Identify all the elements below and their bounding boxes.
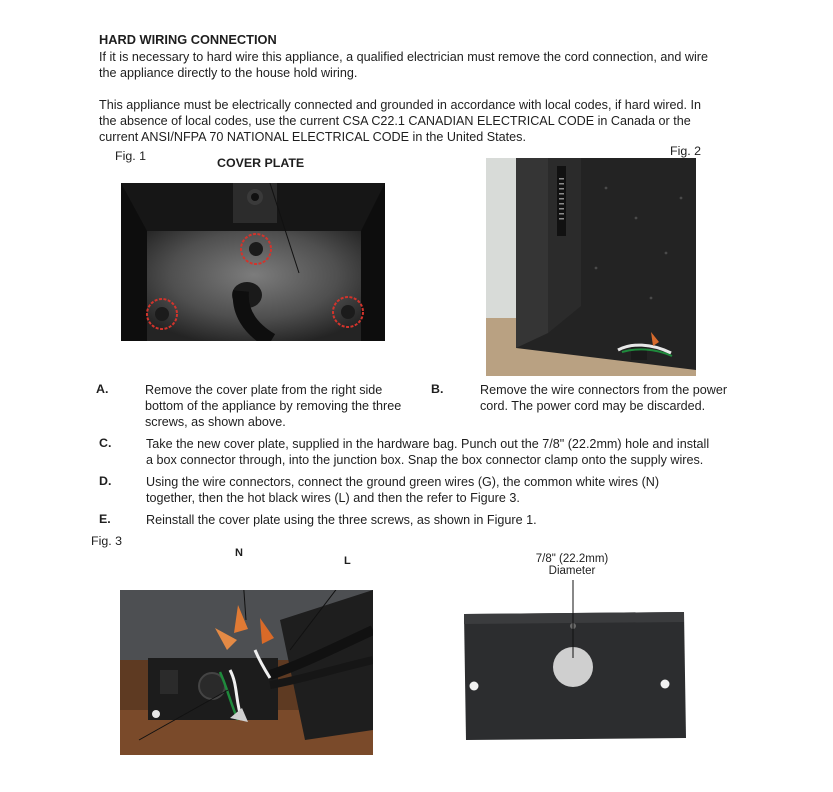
fig1-callout-cover-plate: COVER PLATE — [217, 156, 305, 170]
step-b-letter: B. — [431, 382, 444, 396]
step-a-letter: A. — [96, 382, 109, 396]
step-a-line-2: bottom of the appliance by removing the three — [145, 399, 402, 413]
fig1-label: Fig. 1 — [115, 149, 146, 163]
step-b-line-1: Remove the wire connectors from the power — [480, 383, 728, 397]
step-c-line-1: Take the new cover plate, supplied in the hardware bag. Punch out the 7/8" (22.2mm) hole and install — [146, 437, 710, 451]
fig3-callout-l: L — [344, 555, 351, 567]
step-d-letter: D. — [99, 474, 112, 488]
step-e-letter: E. — [99, 512, 111, 526]
step-a-line-1: Remove the cover plate from the right side — [145, 383, 383, 397]
fig2-appliance-side-photo — [486, 158, 696, 376]
step-c-line-2: a box connector through, into the junction box. Snap the box connector clamp onto the supply wires. — [146, 453, 704, 467]
fig3-cover-plate-photo — [462, 580, 688, 740]
step-d-line-1: Using the wire connectors, connect the ground green wires (G), the common white wires (N) — [146, 475, 660, 489]
step-d-line-2: together, then the hot black wires (L) and then the refer to Figure 3. — [146, 491, 520, 505]
step-a-line-3: screws, as shown above. — [145, 415, 286, 429]
codes-line-3: current ANSI/NFPA 70 NATIONAL ELECTRICAL CODE in the United States. — [99, 130, 526, 144]
plate-callout-diameter — [535, 553, 609, 577]
intro-line-1: If it is necessary to hard wire this appliance, a qualified electrician must remove the cord connection, and wire — [99, 50, 709, 64]
fig3-label: Fig. 3 — [91, 534, 122, 548]
intro-line-2: the appliance directly to the house hold wiring. — [99, 66, 358, 80]
fig3-callout-n: N — [235, 547, 243, 559]
step-c-letter: C. — [99, 436, 112, 450]
plate-callout-line-2: Diameter — [548, 565, 596, 577]
codes-line-1: This appliance must be electrically connected and grounded in accordance with local codes, if hard wired. In — [99, 98, 702, 112]
fig3-wiring-photo — [120, 590, 373, 755]
step-b-line-2: cord. The power cord may be discarded. — [480, 399, 706, 413]
section-title: HARD WIRING CONNECTION — [99, 32, 277, 47]
fig2-label: Fig. 2 — [670, 144, 701, 158]
plate-callout-line-1: 7/8" (22.2mm) — [535, 553, 609, 565]
step-e-line-1: Reinstall the cover plate using the three screws, as shown in Figure 1. — [146, 513, 537, 527]
codes-line-2: the absence of local codes, use the current CSA C22.1 CANADIAN ELECTRICAL CODE in Canada or the — [99, 114, 691, 128]
fig1-cover-plate-photo — [121, 183, 385, 341]
